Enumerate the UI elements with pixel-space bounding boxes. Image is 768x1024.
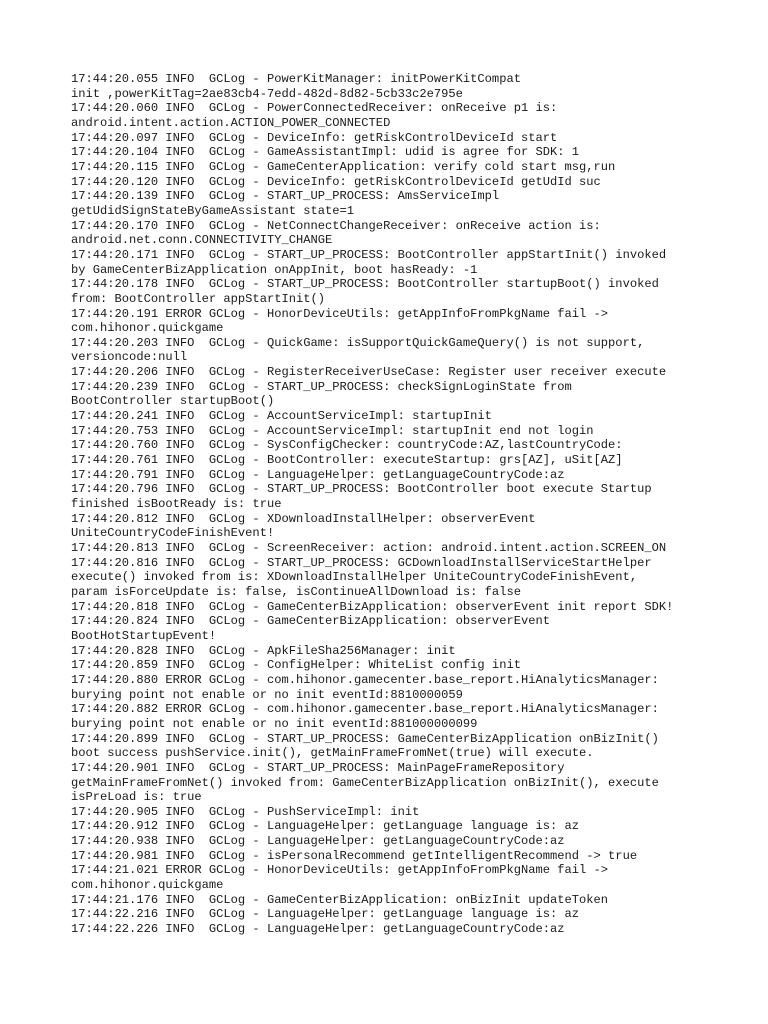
log-line: finished isBootReady is: true — [71, 497, 282, 512]
log-line: 17:44:20.120 INFO GCLog - DeviceInfo: getRiskControlDeviceId getUdId suc — [71, 174, 601, 189]
log-line: 17:44:20.170 INFO GCLog - NetConnectChangeReceiver: onReceive action is: — [71, 218, 601, 233]
log-line: versioncode:null — [71, 350, 188, 365]
log-line: 17:44:20.813 INFO GCLog - ScreenReceiver: action: android.intent.action.SCREEN_ON — [71, 541, 667, 555]
log-line: android.net.conn.CONNECTIVITY_CHANGE — [71, 233, 333, 248]
log-line: getUdidSignStateByGameAssistant state=1 — [71, 203, 355, 218]
log-line: 17:44:20.859 INFO GCLog - ConfigHelper: WhiteList config init — [71, 658, 521, 673]
log-line: 17:44:20.055 INFO GCLog - PowerKitManager: initPowerKitCompat — [71, 72, 521, 86]
log-line: 17:44:20.912 INFO GCLog - LanguageHelper: getLanguage language is: az — [71, 819, 580, 834]
log-line: 17:44:20.104 INFO GCLog - GameAssistantImpl: udid is agree for SDK: 1 — [71, 145, 580, 160]
log-line: execute() invoked from is: XDownloadInstallHelper UniteCountryCodeFinishEvent, — [71, 570, 638, 585]
log-line: 17:44:20.882 ERROR GCLog - com.hihonor.gamecenter.base_report.HiAnalyticsManager: — [71, 702, 659, 717]
log-line: 17:44:20.816 INFO GCLog - START_UP_PROCESS: GCDownloadInstallServiceStartHelper — [71, 555, 652, 570]
log-line: 17:44:20.938 INFO GCLog - LanguageHelper: getLanguageCountryCode:az — [71, 834, 565, 849]
log-line: isPreLoad is: true — [71, 790, 202, 805]
log-line: 17:44:20.171 INFO GCLog - START_UP_PROCESS: BootController appStartInit() invoked — [71, 247, 667, 262]
log-line: 17:44:20.178 INFO GCLog - START_UP_PROCESS: BootController startupBoot() invoked — [71, 277, 659, 292]
log-line: burying point not enable or no init eventId:8810000059 — [71, 687, 463, 702]
log-line: getMainFrameFromNet() invoked from: GameCenterBizApplication onBizInit(), execute — [71, 775, 659, 790]
log-line: 17:44:20.828 INFO GCLog - ApkFileSha256Manager: init — [71, 643, 456, 658]
log-line: boot success pushService.init(), getMainFrameFromNet(true) will execute. — [71, 746, 594, 761]
log-line: com.hihonor.quickgame — [71, 321, 224, 336]
log-line: 17:44:21.176 INFO GCLog - GameCenterBizApplication: onBizInit updateToken — [71, 892, 609, 907]
log-line: 17:44:20.791 INFO GCLog - LanguageHelper: getLanguageCountryCode:az — [71, 467, 565, 482]
log-line: 17:44:20.761 INFO GCLog - BootController: executeStartup: grs[AZ], uSit[AZ] — [71, 453, 623, 468]
log-line: 17:44:20.796 INFO GCLog - START_UP_PROCESS: BootController boot execute Startup — [71, 482, 652, 497]
log-line: burying point not enable or no init eventId:881000000099 — [71, 716, 478, 731]
log-line: param isForceUpdate is: false, isContinueAllDownload is: false — [71, 584, 521, 599]
log-line: 17:44:21.021 ERROR GCLog - HonorDeviceUtils: getAppInfoFromPkgName fail -> — [71, 863, 609, 878]
log-line: 17:44:20.060 INFO GCLog - PowerConnectedReceiver: onReceive p1 is: — [71, 101, 558, 116]
log-line: 17:44:20.239 INFO GCLog - START_UP_PROCESS: checkSignLoginState from — [71, 379, 572, 394]
log-line: com.hihonor.quickgame — [71, 878, 224, 893]
log-line: 17:44:20.818 INFO GCLog - GameCenterBizApplication: observerEvent init report SDK! — [71, 599, 674, 614]
log-line: 17:44:20.753 INFO GCLog - AccountServiceImpl: startupInit end not login — [71, 423, 594, 438]
log-line: 17:44:20.203 INFO GCLog - QuickGame: isSupportQuickGameQuery() is not support, — [71, 335, 645, 350]
log-line: init ,powerKitTag=2ae83cb4-7edd-482d-8d82-5cb33c2e795e — [71, 86, 463, 101]
log-document — [71, 72, 751, 937]
log-line: 17:44:20.191 ERROR GCLog - HonorDeviceUtils: getAppInfoFromPkgName fail -> — [71, 306, 609, 321]
log-line: 17:44:22.226 INFO GCLog - LanguageHelper: getLanguageCountryCode:az — [71, 922, 565, 937]
log-line: BootController startupBoot() — [71, 394, 275, 409]
log-line: 17:44:20.115 INFO GCLog - GameCenterApplication: verify cold start msg,run — [71, 159, 616, 174]
log-line: 17:44:20.901 INFO GCLog - START_UP_PROCESS: MainPageFrameRepository — [71, 760, 565, 775]
log-line: 17:44:20.880 ERROR GCLog - com.hihonor.gamecenter.base_report.HiAnalyticsManager: — [71, 672, 659, 687]
log-line: BootHotStartupEvent! — [71, 628, 217, 643]
log-line: 17:44:20.899 INFO GCLog - START_UP_PROCESS: GameCenterBizApplication onBizInit() — [71, 731, 659, 746]
log-line: 17:44:20.905 INFO GCLog - PushServiceImpl: init — [71, 804, 420, 819]
log-line: android.intent.action.ACTION_POWER_CONNECTED — [71, 115, 391, 130]
log-line: UniteCountryCodeFinishEvent! — [71, 526, 275, 541]
log-line: 17:44:20.760 INFO GCLog - SysConfigChecker: countryCode:AZ,lastCountryCode: — [71, 438, 623, 453]
log-line: 17:44:20.241 INFO GCLog - AccountServiceImpl: startupInit — [71, 409, 492, 424]
log-line: 17:44:20.812 INFO GCLog - XDownloadInstallHelper: observerEvent — [71, 511, 536, 526]
log-line: 17:44:20.097 INFO GCLog - DeviceInfo: getRiskControlDeviceId start — [71, 130, 558, 145]
log-line: 17:44:20.981 INFO GCLog - isPersonalRecommend getIntelligentRecommend -> true — [71, 848, 638, 863]
log-line: 17:44:20.139 INFO GCLog - START_UP_PROCESS: AmsServiceImpl — [71, 189, 500, 204]
log-line: 17:44:20.206 INFO GCLog - RegisterReceiverUseCase: Register user receiver execute — [71, 365, 667, 380]
log-line: by GameCenterBizApplication onAppInit, boot hasReady: -1 — [71, 262, 478, 277]
log-line: 17:44:22.216 INFO GCLog - LanguageHelper: getLanguage language is: az — [71, 907, 580, 922]
log-line: from: BootController appStartInit() — [71, 291, 326, 306]
log-line: 17:44:20.824 INFO GCLog - GameCenterBizApplication: observerEvent — [71, 614, 550, 629]
